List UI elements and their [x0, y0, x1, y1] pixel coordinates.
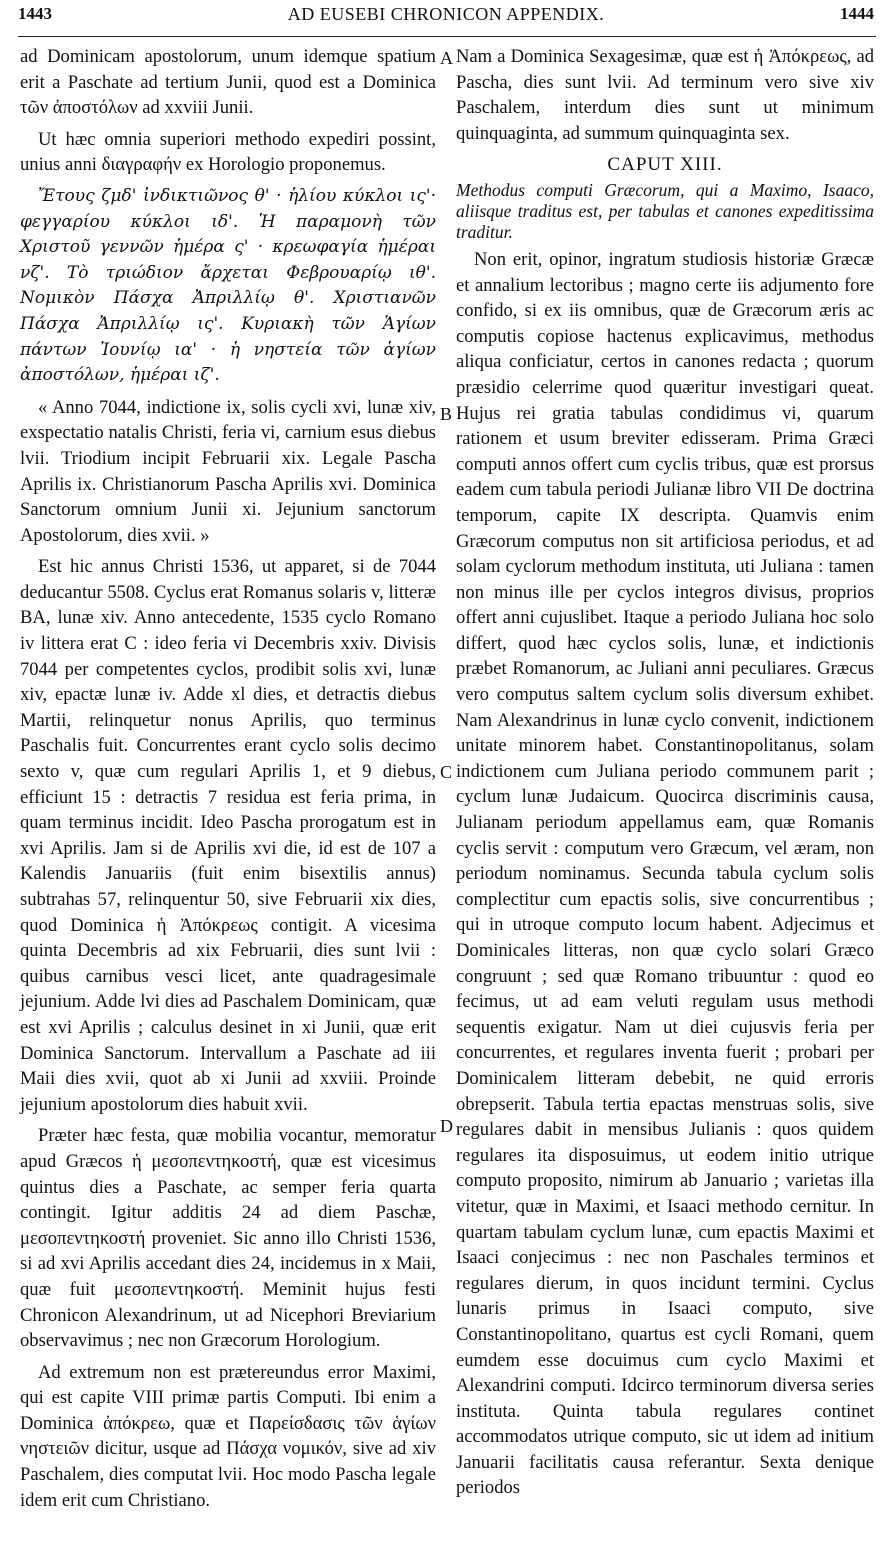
paragraph: Est hic annus Christi 1536, ut apparet, si de 7044 deducantur 5508. Cyclus erat Romanus solaris v, litteræ BA, lunæ xiv. Anno antecedente, 1535 cyclo Romano iv littera erat C : ideo feria vi Decembris xxiv. Divisis 7044 per competentes cyclos, prodibit solis xvi, lunæ xiv, epactæ lunæ iv. Adde xl dies, et detractis diebus Martii, relinquetur nonus Aprilis, quo terminus Paschalis fuit. Concurrentes erant cyclo solis decimo sexto v, quæ cum regulari Aprilis 1, et 9 diebus, efficiunt 15 : detractis 7 residua est feria prima, in quam terminus incidit. Ideo Pascha prorogatum est in xvi Aprilis. Jam si de Aprilis xvi die, id est de 107 a Kalendis Januariis (fuit enim bisextilis annus) subtrahas 57, relinquentur 50, sive Februarii xix dies, quod Dominica ἡ Ἀπόκρεως contigit. A vicesima quinta Decembris ad xix Februarii, dies sunt lvii : quibus carnibus vesci licet, ante quadragesimale jejunium. Adde lvi dies ad Paschalem Dominicam, quæ est xvi Aprilis ; calculus desinet in xi Junii, quæ erit Dominica Sanctorum. Intervallum a Paschate ad iii Maii dies xvii, quot ab xi Junii ad xxviii. Proinde jejunium apostolorum dies habuit xvii. [20, 556, 436, 1115]
header-rule [18, 36, 876, 37]
page-number-right: 1444 [840, 4, 874, 23]
paragraph: « Anno 7044, indictione ix, solis cycli xvi, lunæ xiv, exspectatio natalis Christi, feria vi, carnium esus diebus lvii. Triodium incipit Februarii xix. Legale Pascha Aprilis ix. Christianorum Pascha Aprilis xvi. Dominica Sanctorum omnium Junii xi. Jejunium sanctorum Apostolorum, dies xvii. » [20, 396, 436, 546]
page-number-left: 1443 [18, 4, 52, 23]
paragraph: ad Dominicam apostolorum, unum idemque spatium erit a Paschate ad tertium Junii, quod est a Dominica τῶν ἀποστόλων ad xxviii Junii. [20, 46, 436, 119]
margin-letter-a: A [440, 48, 453, 68]
paragraph: Ad extremum non est prætereundus error Maximi, qui est capite VIII primæ partis Computi. Ibi enim a Dominica ἀπόκρεω, quæ et Παρείσδασις τῶν ἁγίων νηστειῶν dicitur, usque ad Πάσχα νομικόν, sive ad xiv Paschalem, dies computat lvii. Hoc modo Pascha legale idem erit cum Christiano. [20, 1361, 436, 1511]
running-title: AD EUSEBI CHRONICON APPENDIX. [287, 4, 605, 24]
paragraph: Præter hæc festa, quæ mobilia vocantur, memoratur apud Græcos ἡ μεσοπεντηκοστή, quæ est vicesimus quintus dies a Paschate, ac semper feria quarta contingit. Igitur additis 24 ad diem Paschæ, μεσοπεντηκοστή proveniet. Sic anno illo Christi 1536, si ad xvi Aprilis accedant dies 24, incidemus in x Maii, quæ fuit μεσοπεντηκοστή. Meminit hujus festi Chronicon Alexandrinum, ut ad Nicephori Breviarium observavimus ; nec non Græcorum Horologium. [20, 1125, 436, 1352]
paragraph: Ut hæc omnia superiori methodo expediri possint, unius anni διαγραφήν ex Horologio proponemus. [20, 128, 436, 176]
right-column [456, 44, 874, 1507]
margin-letter-b: B [440, 404, 453, 424]
margin-letter-c: C [440, 762, 453, 782]
paragraph: Nam a Dominica Sexagesimæ, quæ est ἡ Ἀπόκρεως, ad Pascha, dies sunt lvii. Ad terminum vero sive xiv Paschalem, interdum dies sunt ut minimum quinquaginta, ad summum quinquaginta sex. [456, 46, 874, 144]
greek-paragraph: Ἔτους ζμδ' ἰνδικτιῶνος θ' · ἡλίου κύκλοι ις'· φεγγαρίου κύκλοι ιδ'. Ἡ παραμονὴ τῶν Χριστοῦ γεννῶν ἡμέρα ς' · κρεωφαγία ἡμέραι νζ'. Τὸ τριώδιον ἄρχεται Φεβρουαρίῳ ιθ'. Νομικὸν Πάσχα Ἀπριλλίῳ θ'. Χριστιανῶν Πάσχα Ἀπριλλίῳ ις'. Κυριακὴ τῶν Ἁγίων πάντων Ἰουνίῳ ια' · ἡ νηστεία τῶν ἁγίων ἀποστόλων, ἡμέραι ιζ'. [20, 185, 436, 386]
chapter-subtitle: Methodus computi Græcorum, qui a Maximo, Isaaco, aliisque traditus est, per tabulas et canones expeditissima traditur. [456, 179, 874, 242]
chapter-heading: CAPUT XIII. [607, 154, 723, 176]
margin-letter-d: D [440, 1116, 453, 1136]
paragraph: Non erit, opinor, ingratum studiosis historiæ Græcæ et annalium lectoribus ; magno certe iis adjumento fore confido, si ex iis omnibus, quæ de Græcorum æris ac computis copiose hactenus explicavimus, methodus aliqua conficiatur, certos in canones redacta ; quorum præsidio celerrime quod quæritur investigari queat. Hujus rei gratia tabulas condidimus vi, quarum rationem et usum breviter edisseram. Prima Græci computi annos offert cum cyclis tribus, quæ est prorsus eadem cum tabula periodi Julianæ libro VII De doctrina temporum, capite IX descripta. Quamvis enim Græcorum computus non sit artificiosa periodus, et ad solam cyclorum methodum instituta, uti Juliana : tamen non minus ille per cyclos integros divisus, proprios offert anni cujuslibet. Itaque a periodo Juliana hoc solo differt, quod hæc cyclos solis, lunæ, et indictionis præbet Romanorum, ac Juliani anni peculiares. Græcus vero computus saltem cyclum solis diversum exhibet. Nam Alexandrinus in lunæ cyclo convenit, indictionem unitate minorem habet. Constantinopolitanus, solam indictionem cum Juliana periodo communem parit ; cyclum lunæ Judaicum. Quocirca discriminis causa, Julianam periodum appellamus eam, quæ Romanis cyclis servit : computum vero Græcum, vel æram, non periodum nominamus. Secunda tabula cyclum solis complectitur cum epactis solis, sive concurrentibus ; qui in utroque computo locum habent. Adjecimus et Dominicales litteras, non quæ cyclo solari Græco congruunt ; sed quæ Romano tribuuntur : quod eo fecimus, ut ad eam veluti regulam usus methodi sequentis exigatur. Nam ut diei cujusvis feria per concurrentes, et regulares inventa fuerit ; probari per Dominicalem litteram debebit, ne quid erroris obrepserit. Tabula tertia epactas menstruas solis, sive regulares dabit in mensibus Julianis : quos quidem regulares ita disposuimus, ut eodem initio utrique computo proposito, nimirum ab Januario ; varietas illa vitetur, quæ in Maximi, et Isaaci methodo cernitur. In quartam tabulam cyclum lunæ, cum epactis Maximi et Isaaci conjecimus : nec non Paschales terminos et regulares dierum, in quos incidunt termini. Cyclus lunaris primus in Isaaci computo, sive Constantinopolitano, quartus est cycli Romani, quem eumdem esse docuimus cum cyclo Maximi et Alexandrini computi. Idcirco terminorum diversa series instituta. Quinta tabula regulares continet accommodatos utrique computo, sic ut idem ad initium Januarii facilitatis causa referantur. Sexta denique periodos [456, 248, 874, 1499]
left-column [20, 44, 436, 1519]
running-header [18, 4, 874, 30]
